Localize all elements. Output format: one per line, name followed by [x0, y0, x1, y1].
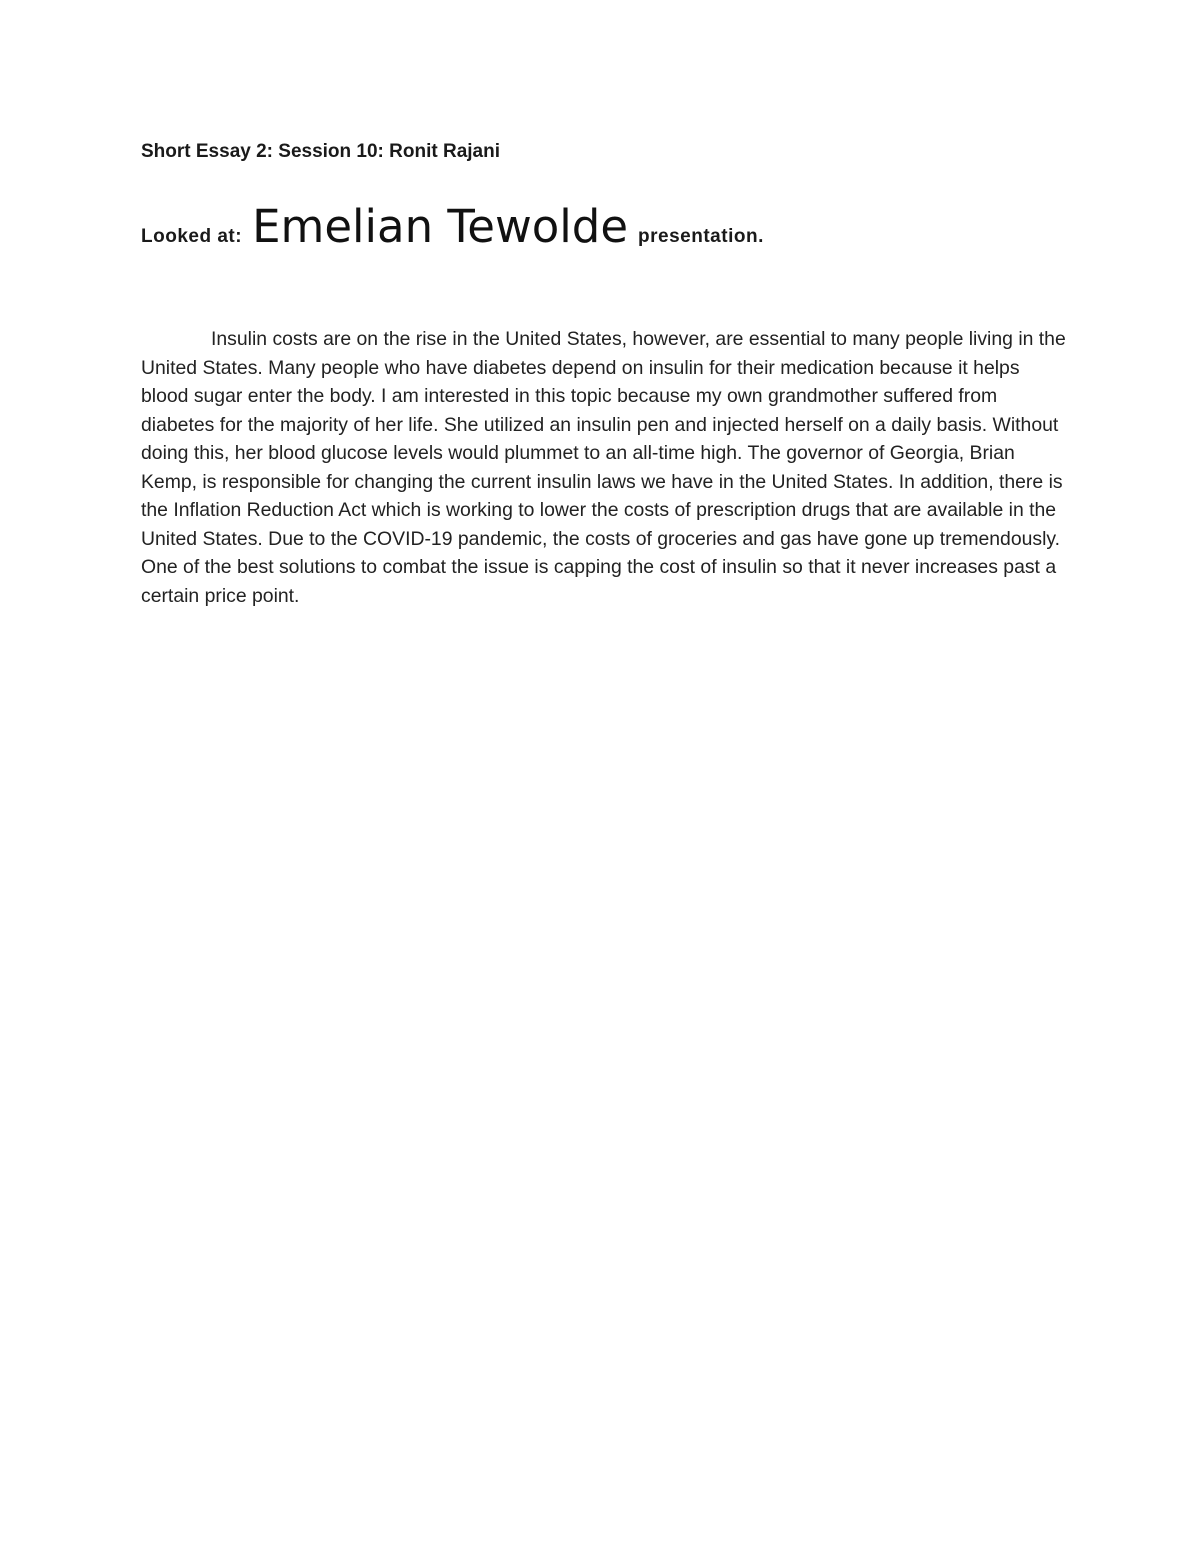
- presentation-label: presentation.: [638, 226, 764, 247]
- looked-at-label: Looked at:: [141, 226, 243, 247]
- essay-title: Short Essay 2: Session 10: Ronit Rajani: [141, 141, 500, 162]
- essay-body-paragraph: Insulin costs are on the rise in the United States, however, are essential to many people living in the United States. Many people who have diabetes depend on insulin for their medication because it helps blood sugar enter the body. I am interested in this topic because my own grandmother suffered from diabetes for the majority of her life. She utilized an insulin pen and injected herself on a daily basis. Without doing this, her blood glucose levels would plummet to an all-time high. The governor of Georgia, Brian Kemp, is responsible for changing the current insulin laws we have in the United States. In addition, there is the Inflation Reduction Act which is working to lower the costs of prescription drugs that are available in the United States. Due to the COVID-19 pandemic, the costs of groceries and gas have gone up tremendously. One of the best solutions to combat the issue is capping the cost of insulin so that it never increases past a certain price point.: [141, 328, 1066, 607]
- presenter-name: Emelian Tewolde: [252, 200, 629, 253]
- looked-at-line: [141, 200, 764, 270]
